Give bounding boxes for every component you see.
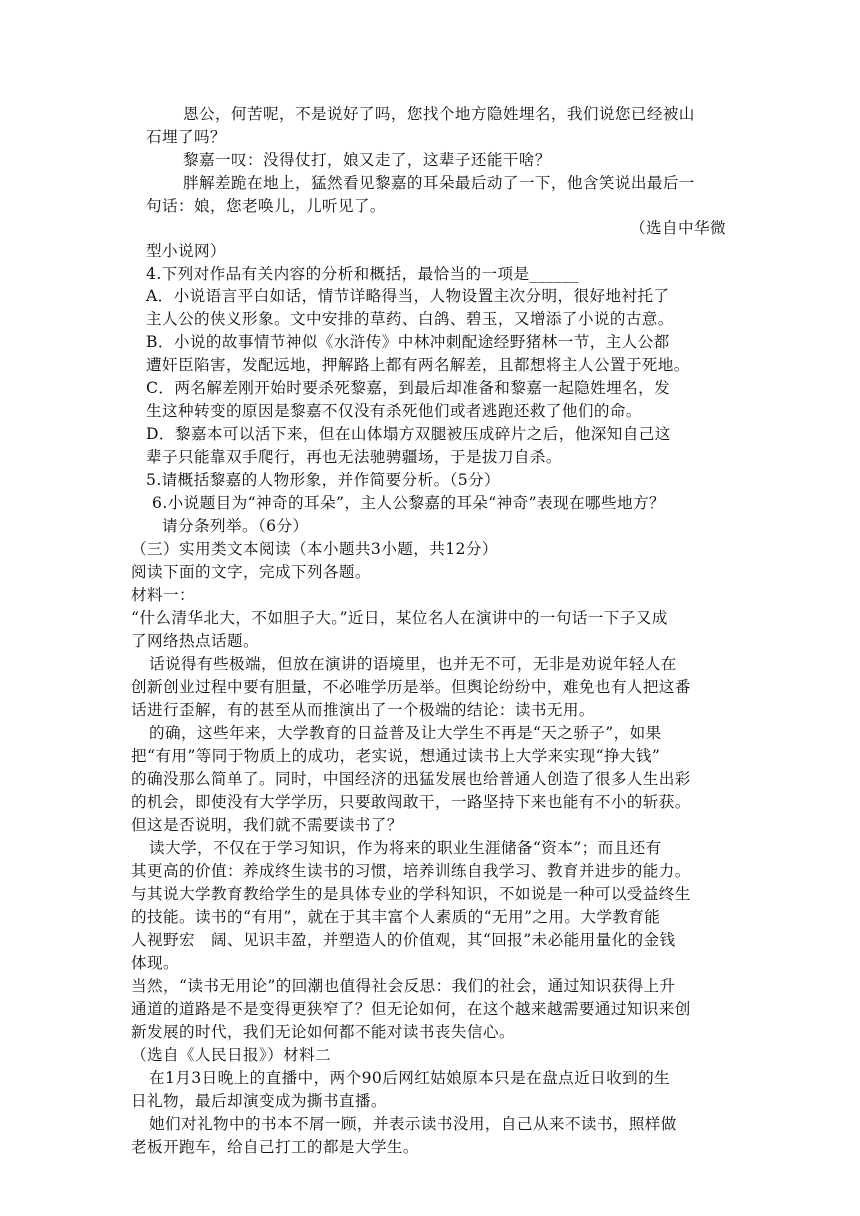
question-6-cont: 请分条列举。（6分）: [162, 517, 309, 535]
text-line: 体现。: [131, 954, 179, 972]
option-c-cont: 生这种转变的原因是黎嘉不仅没有杀死他们或者逃跑还救了他们的命。: [146, 402, 642, 420]
text-line: 与其说大学教育教给学生的是具体专业的学科知识，不如说是一种可以受益终生: [131, 885, 691, 903]
question-4: 4.下列对作品有关内容的分析和概括，最恰当的一项是______: [146, 265, 579, 283]
text-line: 人视野宏 阔、见识丰盈，并塑造人的价值观，其“回报”未必能用量化的金钱: [131, 931, 676, 949]
option-b: B．小说的故事情节神似《水浒传》中林冲刺配途经野猪林一节，主人公都: [146, 333, 670, 351]
text-line: 她们对礼物中的书本不屑一顾，并表示读书没用，自己从来不读书，照样做: [149, 1115, 677, 1133]
text-line: 的机会，即使没有大学学历，只要敢闯敢干，一路坚持下来也能有不小的斩获。: [131, 793, 691, 811]
text-line: 胖解差跪在地上，猛然看见黎嘉的耳朵最后动了一下，他含笑说出最后一: [183, 174, 695, 192]
text-line: 石埋了吗？: [146, 128, 226, 146]
option-d: D．黎嘉本可以活下来，但在山体塌方双腿被压成碎片之后，他深知自己这: [146, 425, 671, 443]
material-1-label: 材料一：: [131, 586, 195, 604]
instruction: 阅读下面的文字，完成下列各题。: [131, 563, 371, 581]
text-line: 其更高的价值：养成终生读书的习惯，培养训练自我学习、教育并进步的能力。: [131, 862, 691, 880]
text-line: 了网络热点话题。: [131, 632, 259, 650]
text-line: 的确，这些年来，大学教育的日益普及让大学生不再是“天之骄子”，如果: [149, 724, 662, 742]
section-heading: （三）实用类文本阅读（本小题共3小题，共12分）: [131, 540, 498, 558]
question-5: 5.请概括黎嘉的人物形象，并作简要分析。（5分）: [146, 471, 501, 489]
text-line: 句话：娘，您老唤儿，儿听见了。: [146, 197, 386, 215]
option-a-cont: 主人公的侠义形象。文中安排的草药、白鸽、碧玉，又增添了小说的古意。: [146, 310, 674, 328]
text-line: 当然，“读书无用论”的回潮也值得社会反思：我们的社会，通过知识获得上升: [131, 977, 676, 995]
text-line: 的技能。读书的“有用”，就在于其丰富个人素质的“无用”之用。大学教育能: [131, 908, 661, 926]
text-line: 恩公，何苦呢，不是说好了吗，您找个地方隐姓埋名，我们说您已经被山: [183, 105, 695, 123]
text-line: 日礼物，最后却演变成为撕书直播。: [131, 1092, 387, 1110]
text-line: 读大学，不仅在于学习知识，作为将来的职业生涯储备“资本”；而且还有: [149, 839, 662, 857]
option-c: C．两名解差刚开始时要杀死黎嘉，到最后却准备和黎嘉一起隐姓埋名，发: [146, 379, 671, 397]
option-b-cont: 遭奸臣陷害，发配远地，押解路上都有两名解差，且都想将主人公置于死地。: [146, 356, 690, 374]
text-line: 创新创业过程中要有胆量，不必唯学历是举。但舆论纷纷中，难免也有人把这番: [131, 678, 691, 696]
source-citation-cont: 型小说网）: [146, 242, 226, 260]
source-citation: （选自中华微: [630, 219, 726, 237]
text-line: 在1月3日晚上的直播中，两个90后网红姑娘原本只是在盘点近日收到的生: [149, 1069, 671, 1087]
option-a: A．小说语言平白如话，情节详略得当，人物设置主次分明，很好地衬托了: [146, 287, 670, 305]
text-line: 话进行歪解，有的甚至从而推演出了一个极端的结论：读书无用。: [131, 701, 595, 719]
text-line: 通道的道路是不是变得更狭窄了？但无论如何，在这个越来越需要通过知识来创: [131, 1000, 691, 1018]
source-and-material-2: （选自《人民日报》）材料二: [131, 1046, 332, 1064]
text-line: 新发展的时代，我们无论如何都不能对读书丧失信心。: [131, 1023, 515, 1041]
question-6: 6.小说题目为“神奇的耳朵”，主人公黎嘉的耳朵“神奇”表现在哪些地方？: [152, 494, 665, 512]
option-d-cont: 辈子只能靠双手爬行，再也无法驰骋疆场，于是拔刀自杀。: [146, 448, 562, 466]
text-line: 把“有用”等同于物质上的成功，老实说，想通过读书上大学来实现“挣大钱”: [131, 747, 661, 765]
text-line: 老板开跑车，给自己打工的都是大学生。: [131, 1138, 419, 1156]
text-line: 的确没那么简单了。同时，中国经济的迅猛发展也给普通人创造了很多人生出彩: [131, 770, 691, 788]
text-line: “什么清华北大，不如胆子大。”近日，某位名人在演讲中的一句话一下子又成: [131, 609, 668, 627]
text-line: 黎嘉一叹：没得仗打，娘又走了，这辈子还能干啥？: [183, 151, 551, 169]
text-line: 话说得有些极端，但放在演讲的语境里，也并无不可，无非是劝说年轻人在: [149, 655, 677, 673]
text-line: 但这是否说明，我们就不需要读书了？: [131, 816, 403, 834]
